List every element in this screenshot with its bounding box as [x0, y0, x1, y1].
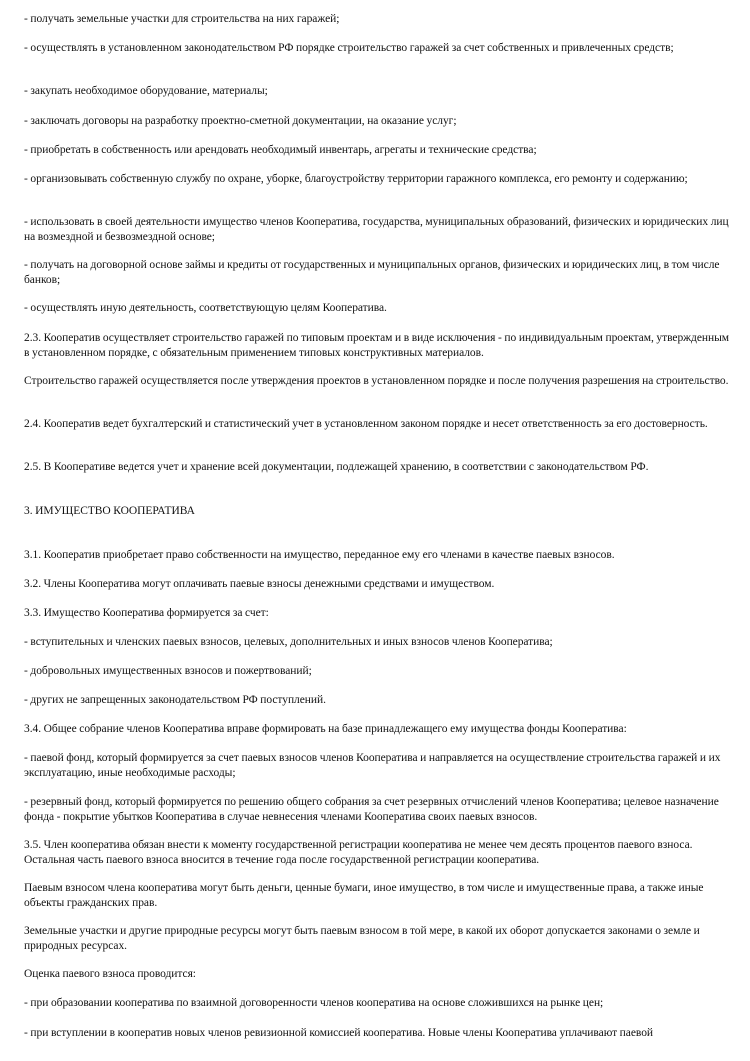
paragraph-9: - осуществлять иную деятельность, соответствующую целям Кооператива.: [24, 302, 387, 314]
paragraph-3: - закупать необходимое оборудование, материалы;: [24, 85, 268, 97]
paragraph-25: Паевым взносом члена кооператива могут быть деньги, ценные бумаги, иное имущество, в том числе и имущественные права, а также иные объекты гражданских прав.: [24, 882, 704, 909]
paragraph-16: 3.2. Члены Кооператива могут оплачивать паевые взносы денежными средствами и имуществом.: [24, 578, 495, 590]
paragraph-13: 2.5. В Кооперативе ведется учет и хранение всей документации, подлежащей хранению, в соответствии с законодательством РФ.: [24, 461, 649, 473]
paragraph-2: - осуществлять в установленном законодательством РФ порядке строительство гаражей за счет собственных и привлеченных средств;: [24, 42, 674, 54]
paragraph-20: - других не запрещенных законодательством РФ поступлений.: [24, 694, 326, 706]
paragraph-8: - получать на договорной основе займы и кредиты от государственных и муниципальных органов, физических и юридических лиц, в том числе банков;: [24, 259, 720, 286]
paragraph-15: 3.1. Кооператив приобретает право собственности на имущество, переданное ему его членами в качестве паевых взносов.: [24, 549, 615, 561]
paragraph-27: Оценка паевого взноса проводится:: [24, 968, 196, 980]
paragraph-7: - использовать в своей деятельности имущество членов Кооператива, государства, муниципальных образований, физических и юридических лиц на возмездной и безвозмездной основе;: [24, 216, 729, 243]
paragraph-24: 3.5. Член кооператива обязан внести к моменту государственной регистрации кооператива не менее чем десять процентов паевого взноса. Остальная часть паевого взноса вносится в течение года после государственной регистрации кооператива.: [24, 839, 693, 866]
paragraph-4: - заключать договоры на разработку проектно-сметной документации, на оказание услуг;: [24, 115, 457, 127]
paragraph-26: Земельные участки и другие природные ресурсы могут быть паевым взносом в той мере, в какой их оборот допускается законами о земле и природных ресурсах.: [24, 925, 700, 952]
paragraph-1: - получать земельные участки для строительства на них гаражей;: [24, 13, 340, 25]
paragraph-28: - при образовании кооператива по взаимной договоренности членов кооператива на основе сложившихся на рынке цен;: [24, 997, 604, 1009]
paragraph-22: - паевой фонд, который формируется за счет паевых взносов членов Кооператива и направляется на осуществление строительства гаражей и их эксплуатацию, иные необходимые расходы;: [24, 752, 721, 779]
paragraph-21: 3.4. Общее собрание членов Кооператива вправе формировать на базе принадлежащего ему имущества фонды Кооператива:: [24, 723, 627, 735]
paragraph-6: - организовывать собственную службу по охране, уборке, благоустройству территории гаражного комплекса, его ремонту и содержанию;: [24, 173, 688, 185]
paragraph-12: 2.4. Кооператив ведет бухгалтерский и статистический учет в установленном законом порядке и несет ответственность за его достоверность.: [24, 418, 708, 430]
paragraph-29: - при вступлении в кооператив новых членов ревизионной комиссией кооператива. Новые члены Кооператива уплачивают паевой: [24, 1027, 654, 1039]
paragraph-19: - добровольных имущественных взносов и пожертвований;: [24, 665, 312, 677]
section-heading: 3. ИМУЩЕСТВО КООПЕРАТИВА: [24, 505, 195, 517]
paragraph-5: - приобретать в собственность или арендовать необходимый инвентарь, агрегаты и технические средства;: [24, 144, 537, 156]
paragraph-10: 2.3. Кооператив осуществляет строительство гаражей по типовым проектам и в виде исключения - по индивидуальным проектам, утвержденным в установленном порядке, с обязательным применением типовых конструктивных материалов.: [24, 332, 730, 359]
paragraph-11: Строительство гаражей осуществляется после утверждения проектов в установленном порядке и после получения разрешения на строительство.: [24, 375, 729, 387]
paragraph-17: 3.3. Имущество Кооператива формируется за счет:: [24, 607, 269, 619]
paragraph-23: - резервный фонд, который формируется по решению общего собрания за счет резервных отчислений членов Кооператива; целевое назначение фонда - покрытие убытков Кооператива в случае невнесения членами Кооператива своих паевых взносов.: [24, 796, 719, 823]
paragraph-18: - вступительных и членских паевых взносов, целевых, дополнительных и иных взносов членов Кооператива;: [24, 636, 553, 648]
